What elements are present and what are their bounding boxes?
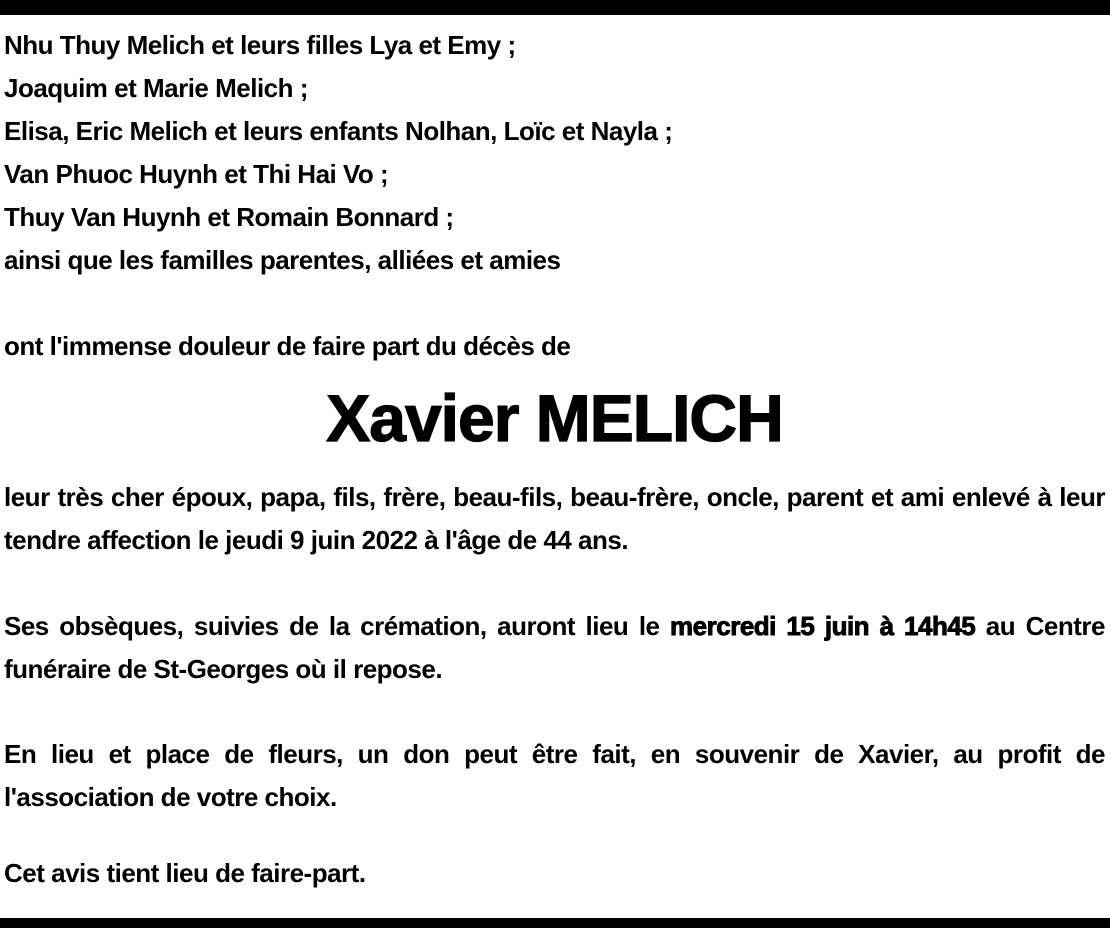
family-line: Nhu Thuy Melich et leurs filles Lya et Emy ;	[4, 30, 516, 60]
tribute-paragraph: leur très cher époux, papa, fils, frère, beau-fils, beau-frère, oncle, parent et ami enlevé à leur tendre affection le jeudi 9 juin 2022 à l'âge de 44 ans.	[4, 482, 1105, 555]
family-line: Van Phuoc Huynh et Thi Hai Vo ;	[4, 159, 389, 189]
deceased-name-title: Xavier MELICH	[326, 381, 783, 455]
family-names-block	[4, 24, 1105, 282]
family-line: ainsi que les familles parentes, alliées et amies	[4, 245, 561, 275]
announcement-line: ont l'immense douleur de faire part du décès de	[4, 331, 571, 361]
closing-line: Cet avis tient lieu de faire-part.	[4, 858, 366, 888]
funeral-text-before: Ses obsèques, suivies de la crémation, auront lieu le	[4, 611, 671, 641]
family-line: Thuy Van Huynh et Romain Bonnard ;	[4, 202, 454, 232]
top-border-bar	[0, 0, 1110, 15]
family-line: Joaquim et Marie Melich ;	[4, 73, 308, 103]
notice-content	[0, 15, 1110, 918]
donation-paragraph: En lieu et place de fleurs, un don peut être fait, en souvenir de Xavier, au profit de l'association de votre choix.	[4, 739, 1105, 812]
family-line: Elisa, Eric Melich et leurs enfants Nolhan, Loïc et Nayla ;	[4, 116, 673, 146]
funeral-text-after: au Centre funéraire de St-Georges où il repose.	[4, 611, 1105, 684]
bottom-border-bar	[0, 918, 1110, 928]
funeral-date-time-emphasis: mercredi 15 juin à 14h45	[670, 611, 976, 641]
funeral-paragraph	[4, 605, 1105, 691]
